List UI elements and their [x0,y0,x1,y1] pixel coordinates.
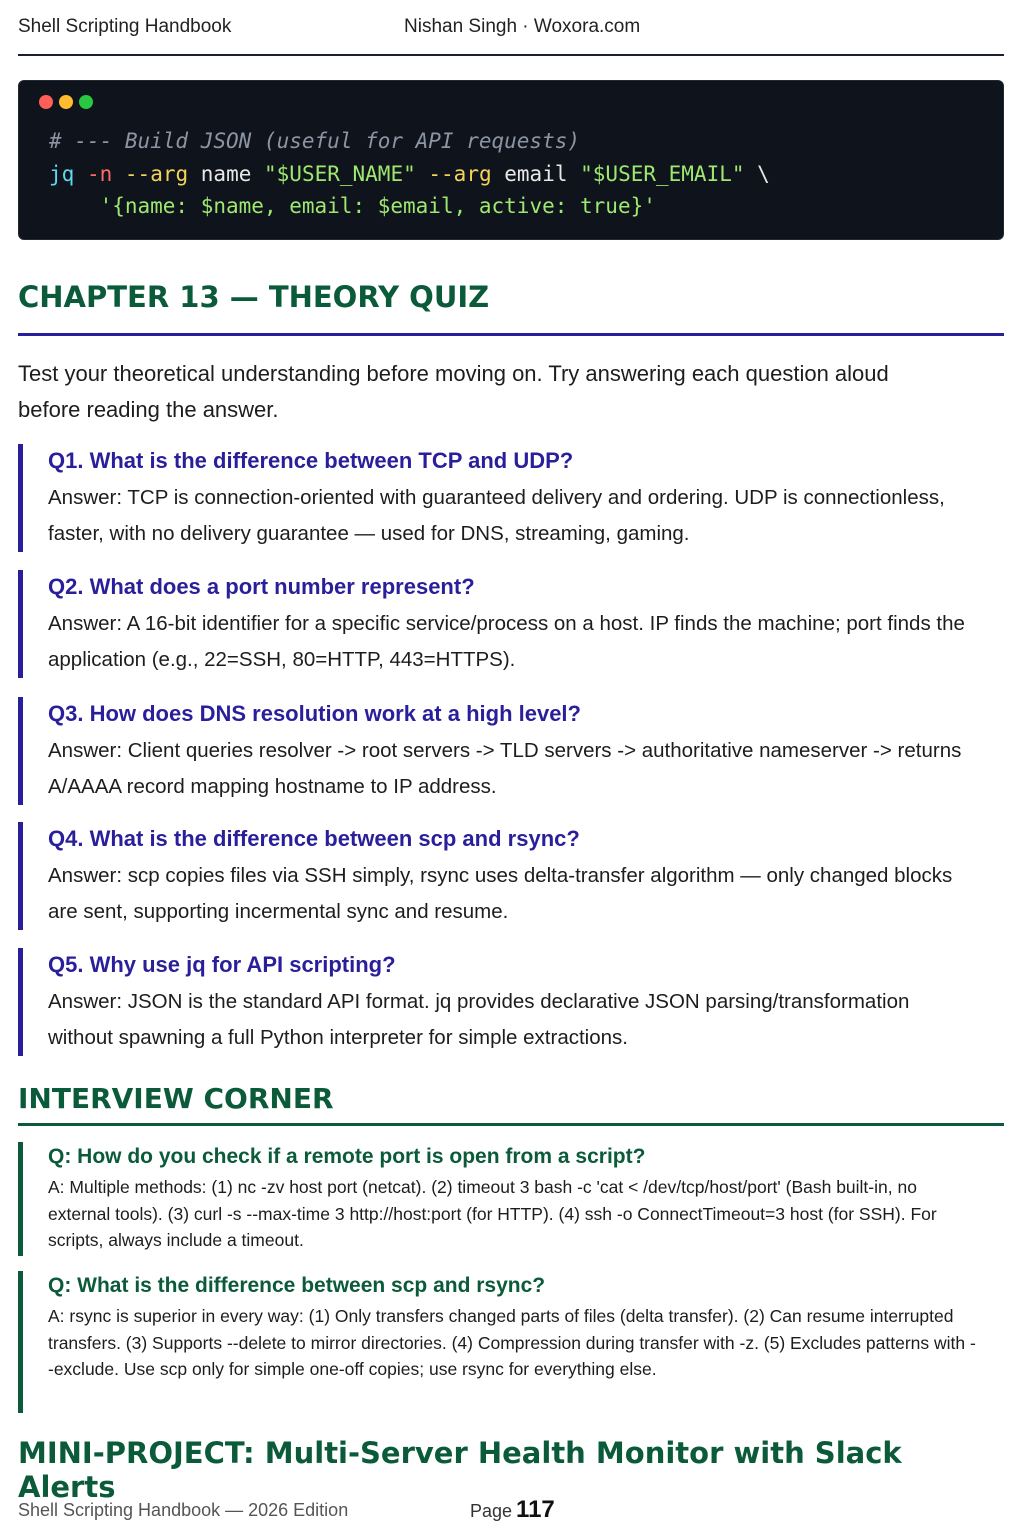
code-comment: # --- Build JSON (useful for API requests) [49,129,581,153]
code-cmd: jq [49,161,75,186]
code-block [18,80,1004,240]
header-book-title: Shell Scripting Handbook [18,16,232,37]
interview-answer: A: rsync is superior in every way: (1) Only transfers changed parts of files (delta transfer). (2) Can resume interrupted transfers. (3) Supports --delete to mirror directories. (4) Compression during transfer with -z. (5) Excludes patterns with --exclude. Use scp only for simple one-off copies; use rsync for everything else. [48,1306,976,1379]
quiz-item [18,948,978,1056]
code-arg2-name: email [504,161,568,186]
window-dots [39,95,99,114]
page-header [18,0,1004,56]
quiz-item [18,444,978,552]
quiz-answer: Answer: A 16-bit identifier for a specific service/process on a host. IP finds the machine; port finds the application (e.g., 22=SSH, 80=HTTP, 443=HTTPS). [48,612,965,671]
code-continuation: \ [757,161,770,186]
quiz-question: Q3. How does DNS resolution work at a high level? [48,701,581,726]
footer-page-number: 117 [516,1496,555,1523]
quiz-item [18,697,978,805]
quiz-item [18,570,978,678]
interview-title: INTERVIEW CORNER [18,1082,1004,1126]
quiz-answer: Answer: JSON is the standard API format. jq provides declarative JSON parsing/transformation without spawning a full Python interpreter for simple extractions. [48,990,910,1049]
quiz-question: Q2. What does a port number represent? [48,574,475,599]
code-text [49,125,770,223]
interview-question: Q: What is the difference between scp and rsync? [48,1274,546,1297]
code-arg1-name: name [200,161,252,186]
code-arg2-flag: --arg [428,161,492,186]
footer-page-label: Page [470,1501,513,1521]
interview-answer: A: Multiple methods: (1) nc -zv host port (netcat). (2) timeout 3 bash -c 'cat < /dev/tcp/host/port' (Bash built-in, no external tools). (3) curl -s --max-time 3 http://host:port (for HTTP). (4) ssh -o ConnectTimeout=3 host (for SSH). For scripts, always include a timeout. [48,1177,937,1250]
quiz-item [18,822,978,930]
green-dot-icon [79,95,93,109]
code-arg1-value: "$USER_NAME" [264,161,416,186]
code-arg2-value: "$USER_EMAIL" [580,161,745,186]
quiz-answer: Answer: TCP is connection-oriented with guaranteed delivery and ordering. UDP is connectionless, faster, with no delivery guarantee — used for DNS, streaming, gaming. [48,486,945,545]
yellow-dot-icon [59,95,73,109]
header-author-site: Nishan Singh · Woxora.com [404,16,641,37]
chapter-intro: Test your theoretical understanding before moving on. Try answering each question aloud before reading the answer. [18,361,889,422]
red-dot-icon [39,95,53,109]
quiz-question: Q1. What is the difference between TCP and UDP? [48,448,574,473]
footer-edition: Shell Scripting Handbook — 2026 Edition [18,1500,349,1520]
quiz-answer: Answer: Client queries resolver -> root servers -> TLD servers -> authoritative nameserver -> returns A/AAAA record mapping hostname to IP address. [48,739,962,798]
interview-item [18,1271,978,1413]
interview-question: Q: How do you check if a remote port is open from a script? [48,1145,646,1168]
code-filter: '{name: $name, email: $email, active: true}' [99,194,656,218]
code-flag-n: -n [86,161,113,186]
code-arg1-flag: --arg [124,161,189,186]
quiz-answer: Answer: scp copies files via SSH simply, rsync uses delta-transfer algorithm — only changed blocks are sent, supporting incermental sync and resume. [48,864,953,923]
interview-item [18,1142,978,1256]
footer-page [470,1496,555,1524]
mini-project-title: MINI-PROJECT: Multi-Server Health Monitor with Slack Alerts [18,1436,902,1504]
quiz-question: Q5. Why use jq for API scripting? [48,952,396,977]
chapter-title: CHAPTER 13 — THEORY QUIZ [18,280,1004,336]
quiz-question: Q4. What is the difference between scp and rsync? [48,826,580,851]
